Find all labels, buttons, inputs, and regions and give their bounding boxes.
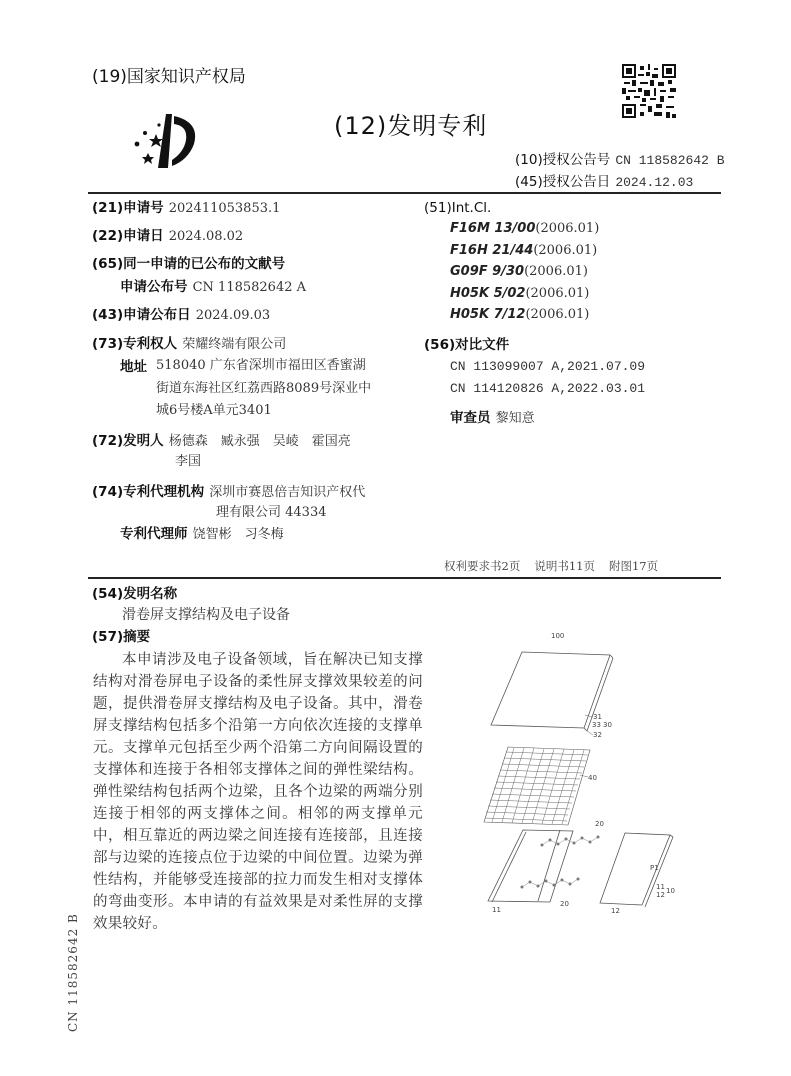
svg-text:100: 100 — [551, 632, 565, 640]
document-type-title: (12)发明专利 — [334, 112, 488, 140]
patent-agents-value: 饶智彬 习冬梅 — [192, 527, 284, 542]
grant-publication-number-value: CN 118582642 B — [615, 153, 725, 168]
application-publication-date — [92, 305, 270, 325]
application-date — [92, 226, 243, 246]
address-label-row — [120, 357, 147, 376]
ipc-entry — [450, 263, 588, 281]
svg-text:31: 31 — [593, 713, 602, 721]
svg-text:11: 11 — [656, 883, 665, 891]
inventors-value: 杨德森 臧永强 吴崚 霍国亮 — [168, 434, 351, 449]
ipc-version: (2006.01) — [524, 264, 588, 279]
address-line: 街道东海社区红荔西路8089号深业中 — [156, 381, 372, 396]
patent-agency-label: (74)专利代理机构 — [92, 484, 205, 500]
patentee-label: (73)专利权人 — [92, 336, 178, 352]
prior-publication-label: (65)同一申请的已公布的文献号 — [92, 256, 286, 272]
svg-text:12: 12 — [611, 907, 620, 915]
svg-text:10: 10 — [666, 887, 675, 895]
patent-agents-label: 专利代理师 — [120, 526, 188, 542]
application-date-value: 2024.08.02 — [168, 229, 244, 244]
svg-text:P1: P1 — [650, 864, 659, 872]
svg-text:20: 20 — [560, 900, 569, 908]
patent-agency-value: 深圳市赛恩倍吉知识产权代 — [209, 485, 366, 500]
svg-text:11: 11 — [492, 906, 501, 914]
invention-title: 滑卷屏支撑结构及电子设备 — [122, 607, 290, 623]
inventors-value-cont: 李国 — [175, 454, 202, 469]
cited-reference: CN 113099007 A,2021.07.09 — [450, 359, 646, 374]
grant-publication-number-label: (10)授权公告号 — [515, 152, 611, 168]
header-divider — [88, 192, 721, 194]
abstract-label: (57)摘要 — [92, 629, 151, 645]
application-publication-number-label: 申请公布号 — [120, 279, 188, 295]
description-page-count: 说明书11页 — [534, 559, 595, 573]
grant-date — [515, 172, 693, 192]
application-date-label: (22)申请日 — [92, 228, 164, 244]
svg-text:30: 30 — [603, 721, 612, 729]
ipc-heading — [424, 198, 491, 217]
cited-reference: CN 114120826 A,2022.03.01 — [450, 381, 646, 396]
ipc-code: H05K 5/02 — [450, 286, 526, 301]
ipc-code: G09F 9/30 — [450, 264, 525, 279]
side-publication-number: CN 118582642 B — [66, 913, 80, 1032]
ipc-entry — [450, 242, 597, 260]
grant-date-value: 2024.12.03 — [615, 175, 694, 190]
cited-references-heading — [424, 335, 509, 354]
patentee-value: 荣耀终端有限公司 — [182, 337, 287, 352]
cited-references-label: (56)对比文件 — [424, 337, 510, 353]
ipc-version: (2006.01) — [533, 243, 598, 258]
invention-title-heading — [92, 584, 177, 603]
patentee — [92, 334, 286, 354]
application-number-label: (21)申请号 — [92, 200, 164, 216]
application-publication-number-value: CN 118582642 A — [192, 280, 307, 295]
patent-agency — [92, 482, 365, 502]
ipc-code: F16M 13/00 — [450, 221, 536, 236]
svg-text:32: 32 — [593, 731, 602, 739]
svg-text:12: 12 — [656, 891, 665, 899]
address-line: 518040 广东省深圳市福田区香蜜湖 — [156, 358, 366, 373]
grant-date-label: (45)授权公告日 — [515, 174, 611, 190]
application-publication-date-label: (43)申请公布日 — [92, 307, 191, 323]
ipc-version: (2006.01) — [525, 307, 590, 322]
application-number — [92, 198, 280, 218]
claims-page-count: 权利要求书2页 — [444, 559, 521, 573]
application-number-value: 202411053853.1 — [168, 201, 281, 216]
cnipa-logo-icon — [128, 108, 208, 172]
svg-text:33: 33 — [592, 721, 601, 729]
prior-publication-heading — [92, 254, 285, 273]
abstract-heading — [92, 627, 150, 646]
drawings-page-count: 附图17页 — [608, 559, 659, 573]
examiner — [450, 408, 535, 428]
office-name: (19)国家知识产权局 — [92, 67, 246, 87]
ipc-version: (2006.01) — [535, 221, 600, 236]
ipc-entry — [450, 306, 589, 324]
invention-title-label: (54)发明名称 — [92, 586, 178, 602]
ipc-code: H05K 7/12 — [450, 307, 526, 322]
abstract-text: 本申请涉及电子设备领域，旨在解决已知支撑结构对滑卷屏电子设备的柔性屏支撑效果较差的问题，提供滑卷屏支撑结构及电子设备。其中，滑卷屏支撑结构包括多个沿第一方向依次连接的支撑单元。支撑单元包括至少两个沿第二方向间隔设置的支撑体和连接于各相邻支撑体之间的弹性梁结构。弹性梁结构包括两个边梁，且各个边梁的两端分别连接于相邻的两支撑体之间。相邻的两支撑单元中，相互靠近的两边梁之间连接有连接部，且连接部与边梁的连接点位于边梁的中间位置。边梁为弹性结构，并能够受连接部的拉力而发生相对支撑体的弯曲变形。本申请的有益效果是对柔性屏的支撑效果较好。 — [93, 652, 423, 932]
qr-code-icon — [622, 64, 676, 118]
ipc-code: F16H 21/44 — [450, 243, 534, 258]
patent-agents — [120, 524, 284, 544]
section-divider — [88, 577, 721, 579]
patent-agency-value-cont: 理有限公司 44334 — [216, 505, 327, 520]
ipc-version: (2006.01) — [525, 286, 590, 301]
application-publication-number — [120, 277, 306, 297]
svg-text:20: 20 — [595, 820, 604, 828]
application-publication-date-value: 2024.09.03 — [195, 308, 271, 323]
inventors — [92, 431, 351, 451]
address-label: 地址 — [120, 359, 147, 375]
abstract-figure — [480, 625, 710, 925]
examiner-value: 黎知意 — [495, 411, 535, 426]
ipc-entry — [450, 220, 599, 238]
examiner-label: 审查员 — [450, 410, 491, 426]
inventors-label: (72)发明人 — [92, 433, 164, 449]
page-counts — [444, 557, 658, 575]
ipc-label: (51)Int.Cl. — [424, 200, 492, 216]
address-line: 城6号楼A单元3401 — [156, 403, 272, 418]
grant-publication-number — [515, 150, 725, 170]
ipc-entry — [450, 285, 589, 303]
svg-text:40: 40 — [588, 774, 597, 782]
